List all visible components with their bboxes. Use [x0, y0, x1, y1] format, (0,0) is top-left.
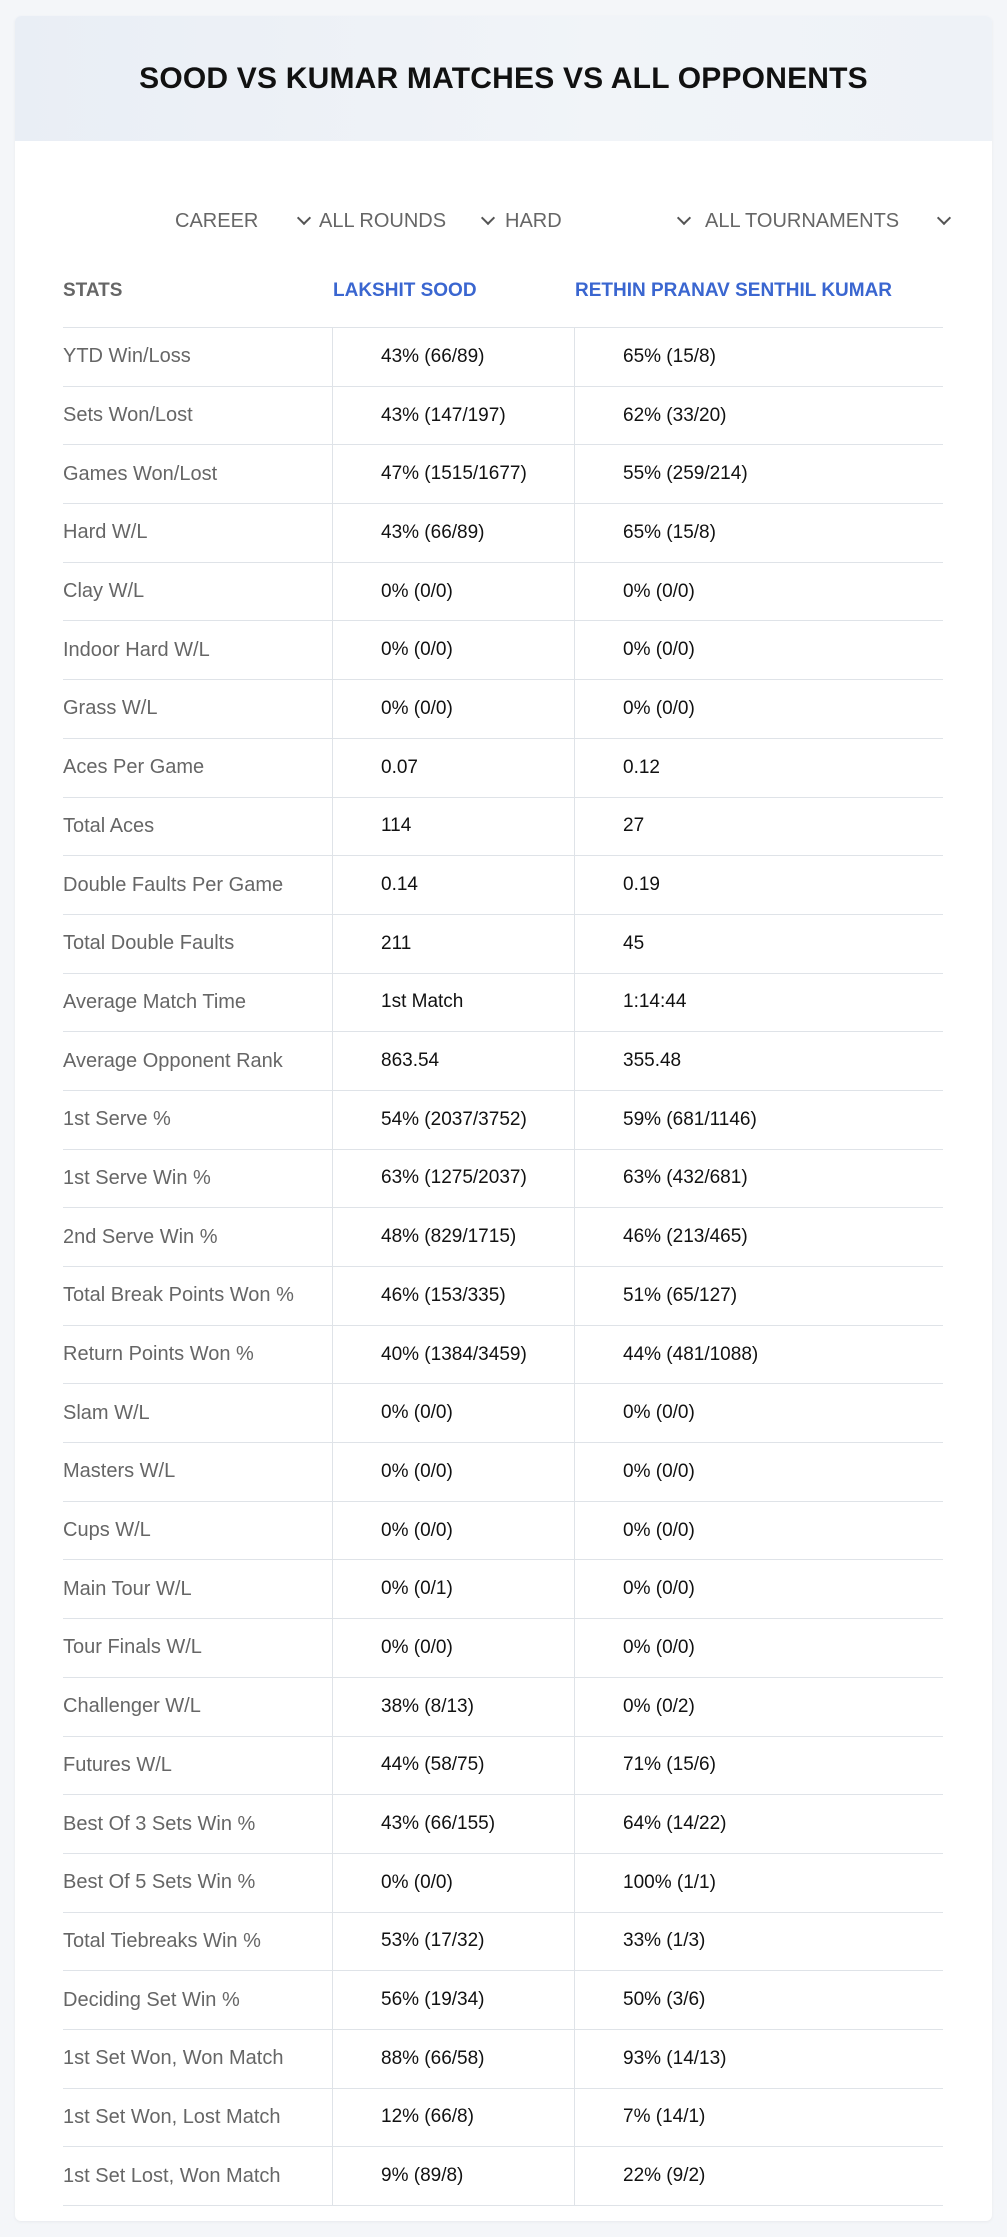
- player1-value: 63% (1275/2037): [333, 1150, 575, 1208]
- player1-value: 46% (153/335): [333, 1267, 575, 1325]
- stat-label: Double Faults Per Game: [63, 856, 333, 914]
- table-row: [63, 1913, 943, 1972]
- table-row: [63, 445, 943, 504]
- filter-bar: [15, 191, 992, 251]
- header-player2-link[interactable]: RETHIN PRANAV SENTHIL KUMAR: [575, 279, 893, 301]
- player1-value: 0.14: [333, 856, 575, 914]
- stat-label: Deciding Set Win %: [63, 1971, 333, 2029]
- player1-value: 43% (66/89): [333, 328, 575, 386]
- player2-value: 0% (0/0): [623, 639, 695, 661]
- player2-value: 65% (15/8): [623, 521, 716, 543]
- player1-value: 0% (0/0): [333, 621, 575, 679]
- player2-value: 65% (15/8): [623, 345, 716, 367]
- stat-label: Total Double Faults: [63, 915, 333, 973]
- table-row: [63, 1795, 943, 1854]
- stat-label: Return Points Won %: [63, 1326, 333, 1384]
- player2-value: 45: [623, 932, 645, 954]
- player1-value: 0% (0/0): [333, 1443, 575, 1501]
- table-row: [63, 1560, 943, 1619]
- stats-card: [15, 16, 992, 2221]
- stat-label: Hard W/L: [63, 504, 333, 562]
- stat-label: 1st Set Won, Lost Match: [63, 2089, 333, 2147]
- stat-label: 1st Serve %: [63, 1091, 333, 1149]
- player1-value: 0% (0/0): [333, 1502, 575, 1560]
- player1-value: 40% (1384/3459): [333, 1326, 575, 1384]
- stat-label: Indoor Hard W/L: [63, 621, 333, 679]
- player2-value: 0% (0/0): [623, 1519, 695, 1541]
- player2-value: 50% (3/6): [623, 1989, 706, 2011]
- table-row: [63, 1443, 943, 1502]
- table-row: [63, 2089, 943, 2148]
- player1-value: 9% (89/8): [333, 2147, 575, 2205]
- player1-value: 12% (66/8): [333, 2089, 575, 2147]
- player1-value: 1st Match: [333, 974, 575, 1032]
- stat-label: Total Break Points Won %: [63, 1267, 333, 1325]
- player1-value: 48% (829/1715): [333, 1208, 575, 1266]
- table-row: [63, 974, 943, 1033]
- filter-tournament-value: ALL TOURNAMENTS: [705, 209, 900, 232]
- stat-label: Best Of 5 Sets Win %: [63, 1854, 333, 1912]
- filter-round-select[interactable]: [319, 191, 499, 251]
- player2-value: 55% (259/214): [623, 463, 748, 485]
- player1-value: 53% (17/32): [333, 1913, 575, 1971]
- stat-label: Masters W/L: [63, 1443, 333, 1501]
- player2-value: 63% (432/681): [623, 1167, 748, 1189]
- player1-value: 211: [333, 915, 575, 973]
- table-row: [63, 1032, 943, 1091]
- player2-value: 22% (9/2): [623, 2165, 706, 2187]
- player2-value: 46% (213/465): [623, 1226, 748, 1248]
- player2-value: 33% (1/3): [623, 1930, 706, 1952]
- page-title: SOOD VS KUMAR MATCHES VS ALL OPPONENTS: [139, 61, 868, 95]
- table-row: [63, 1091, 943, 1150]
- stat-label: 2nd Serve Win %: [63, 1208, 333, 1266]
- player1-value: 43% (147/197): [333, 387, 575, 445]
- header-stats: STATS: [63, 279, 123, 301]
- table-row: [63, 2147, 943, 2206]
- player1-value: 0% (0/0): [333, 1384, 575, 1442]
- header-player1-link[interactable]: LAKSHIT SOOD: [333, 279, 477, 301]
- stat-label: YTD Win/Loss: [63, 328, 333, 386]
- table-row: [63, 621, 943, 680]
- stat-label: Cups W/L: [63, 1502, 333, 1560]
- filter-tournament-select[interactable]: [705, 191, 955, 251]
- player2-value: 93% (14/13): [623, 2047, 727, 2069]
- player2-value: 62% (33/20): [623, 404, 727, 426]
- player2-value: 27: [623, 815, 645, 837]
- table-row: [63, 563, 943, 622]
- player1-value: 0% (0/0): [333, 1854, 575, 1912]
- table-row: [63, 328, 943, 387]
- player2-value: 0% (0/0): [623, 1636, 695, 1658]
- player2-value: 71% (15/6): [623, 1754, 716, 1776]
- filter-surface-select[interactable]: [505, 191, 695, 251]
- filter-round-value: ALL ROUNDS: [319, 209, 447, 232]
- player1-value: 47% (1515/1677): [333, 445, 575, 503]
- filter-period-select[interactable]: [175, 191, 315, 251]
- table-row: [63, 2030, 943, 2089]
- chevron-down-icon: [677, 211, 691, 225]
- player2-value: 100% (1/1): [623, 1871, 716, 1893]
- table-row: [63, 1326, 943, 1385]
- player2-value: 0% (0/0): [623, 697, 695, 719]
- table-row: [63, 1971, 943, 2030]
- stat-label: Average Match Time: [63, 974, 333, 1032]
- player2-value: 355.48: [623, 1050, 682, 1072]
- player2-value: 0.12: [623, 756, 660, 778]
- table-row: [63, 1737, 943, 1796]
- filter-surface-value: HARD: [505, 209, 562, 232]
- table-body: [63, 328, 943, 2206]
- stat-label: Main Tour W/L: [63, 1560, 333, 1618]
- player1-value: 38% (8/13): [333, 1678, 575, 1736]
- player1-value: 43% (66/89): [333, 504, 575, 562]
- table-row: [63, 1854, 943, 1913]
- table-row: [63, 1150, 943, 1209]
- stats-table: [63, 254, 943, 2206]
- chevron-down-icon: [937, 211, 951, 225]
- stat-label: Total Tiebreaks Win %: [63, 1913, 333, 1971]
- stat-label: Slam W/L: [63, 1384, 333, 1442]
- player2-value: 44% (481/1088): [623, 1343, 759, 1365]
- card-header: [15, 16, 992, 141]
- table-row: [63, 387, 943, 446]
- player1-value: 88% (66/58): [333, 2030, 575, 2088]
- player1-value: 43% (66/155): [333, 1795, 575, 1853]
- player1-value: 863.54: [333, 1032, 575, 1090]
- player2-value: 0.19: [623, 874, 660, 896]
- table-row: [63, 1267, 943, 1326]
- stat-label: Clay W/L: [63, 563, 333, 621]
- stat-label: 1st Serve Win %: [63, 1150, 333, 1208]
- stat-label: Tour Finals W/L: [63, 1619, 333, 1677]
- player1-value: 0% (0/0): [333, 1619, 575, 1677]
- player2-value: 7% (14/1): [623, 2106, 706, 2128]
- stat-label: Total Aces: [63, 798, 333, 856]
- table-row: [63, 1384, 943, 1443]
- player1-value: 54% (2037/3752): [333, 1091, 575, 1149]
- player2-value: 0% (0/0): [623, 580, 695, 602]
- table-header: [63, 254, 943, 328]
- table-row: [63, 739, 943, 798]
- player1-value: 44% (58/75): [333, 1737, 575, 1795]
- table-row: [63, 680, 943, 739]
- player1-value: 0% (0/0): [333, 563, 575, 621]
- stat-label: Grass W/L: [63, 680, 333, 738]
- player1-value: 0% (0/0): [333, 680, 575, 738]
- player1-value: 0.07: [333, 739, 575, 797]
- filter-period-value: CAREER: [175, 209, 259, 232]
- table-row: [63, 504, 943, 563]
- player2-value: 0% (0/0): [623, 1460, 695, 1482]
- player1-value: 56% (19/34): [333, 1971, 575, 2029]
- stat-label: Sets Won/Lost: [63, 387, 333, 445]
- table-row: [63, 915, 943, 974]
- stat-label: Best Of 3 Sets Win %: [63, 1795, 333, 1853]
- table-row: [63, 798, 943, 857]
- player2-value: 1:14:44: [623, 991, 687, 1013]
- table-row: [63, 1619, 943, 1678]
- table-row: [63, 1502, 943, 1561]
- chevron-down-icon: [481, 211, 495, 225]
- player2-value: 0% (0/0): [623, 1578, 695, 1600]
- chevron-down-icon: [297, 211, 311, 225]
- player2-value: 59% (681/1146): [623, 1108, 757, 1130]
- player2-value: 0% (0/0): [623, 1402, 695, 1424]
- table-row: [63, 1678, 943, 1737]
- stat-label: Games Won/Lost: [63, 445, 333, 503]
- table-row: [63, 856, 943, 915]
- table-row: [63, 1208, 943, 1267]
- player2-value: 51% (65/127): [623, 1284, 738, 1306]
- player2-value: 64% (14/22): [623, 1813, 727, 1835]
- stat-label: Aces Per Game: [63, 739, 333, 797]
- player1-value: 0% (0/1): [333, 1560, 575, 1618]
- stat-label: 1st Set Won, Won Match: [63, 2030, 333, 2088]
- player1-value: 114: [333, 798, 575, 856]
- stat-label: Challenger W/L: [63, 1678, 333, 1736]
- stat-label: 1st Set Lost, Won Match: [63, 2147, 333, 2205]
- player2-value: 0% (0/2): [623, 1695, 695, 1717]
- stat-label: Futures W/L: [63, 1737, 333, 1795]
- stat-label: Average Opponent Rank: [63, 1032, 333, 1090]
